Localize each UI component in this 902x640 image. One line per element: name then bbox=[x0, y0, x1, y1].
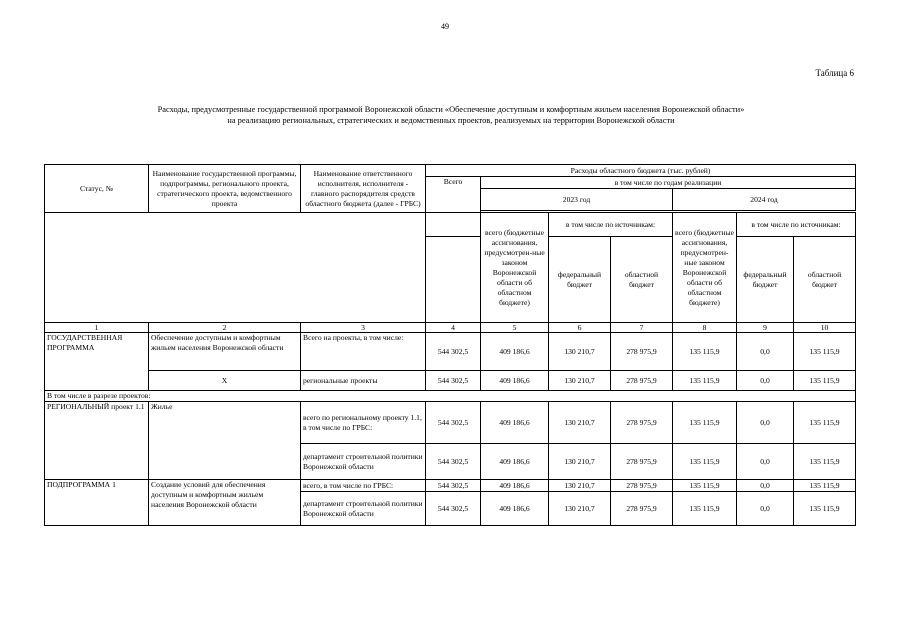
cell-status: ГОСУДАРСТВЕННАЯ ПРОГРАММА bbox=[45, 333, 149, 391]
column-number: 7 bbox=[611, 323, 673, 333]
title-line-1: Расходы, предусмотренные государственной программой Воронежской области «Обеспечение доступным и комфортным жильем населения Воронежской области» bbox=[157, 105, 745, 114]
cell-executor: департамент строительной политики Воронежской области bbox=[301, 492, 426, 526]
cell-2024-regional: 135 115,9 bbox=[794, 371, 856, 391]
cell-2023-total: 409 186,6 bbox=[481, 492, 549, 526]
cell-2023-federal: 130 210,7 bbox=[549, 371, 611, 391]
cell-status: ПОДПРОГРАММА 1 bbox=[45, 480, 149, 526]
header-expenses: Расходы областного бюджета (тыс. рублей) bbox=[426, 165, 856, 177]
cell-2023-total: 409 186,6 bbox=[481, 444, 549, 480]
cell-2023-federal: 130 210,7 bbox=[549, 480, 611, 492]
table-row bbox=[45, 333, 856, 371]
cell-name: Х bbox=[149, 371, 301, 391]
cell-2023-federal: 130 210,7 bbox=[549, 333, 611, 371]
cell-name: Жилье bbox=[149, 402, 301, 480]
column-number: 4 bbox=[426, 323, 481, 333]
column-number: 3 bbox=[301, 323, 426, 333]
cell-2024-regional: 135 115,9 bbox=[794, 492, 856, 526]
cell-2023-regional: 278 975,9 bbox=[611, 444, 673, 480]
cell-2024-total: 135 115,9 bbox=[673, 333, 737, 371]
cell-2024-federal: 0,0 bbox=[737, 492, 794, 526]
cell-2023-regional: 278 975,9 bbox=[611, 333, 673, 371]
page-number: 49 bbox=[441, 22, 449, 31]
column-number: 6 bbox=[549, 323, 611, 333]
cell-2024-total: 135 115,9 bbox=[673, 402, 737, 444]
column-number: 8 bbox=[673, 323, 737, 333]
header-2023-total: всего (бюджетные ассигнования, предусмотрен-ные законом Воронежской области об областном бюджете) bbox=[481, 213, 549, 323]
cell-2024-federal: 0,0 bbox=[737, 444, 794, 480]
table-label: Таблица 6 bbox=[815, 68, 854, 78]
cell-total: 544 302,5 bbox=[426, 492, 481, 526]
cell-2024-total: 135 115,9 bbox=[673, 444, 737, 480]
cell-2023-regional: 278 975,9 bbox=[611, 402, 673, 444]
header-2024-federal: федеральный бюджет bbox=[737, 237, 794, 323]
cell-total: 544 302,5 bbox=[426, 371, 481, 391]
cell-name: Создание условий для обеспечения доступным и комфортным жильем населения Воронежской области bbox=[149, 480, 301, 526]
cell-2023-total: 409 186,6 bbox=[481, 333, 549, 371]
section-row bbox=[45, 391, 856, 402]
header-year-2024: 2024 год bbox=[673, 189, 856, 211]
cell-executor: всего по региональному проекту 1.1, в том числе по ГРБС: bbox=[301, 402, 426, 444]
cell-total: 544 302,5 bbox=[426, 444, 481, 480]
cell-2023-federal: 130 210,7 bbox=[549, 492, 611, 526]
column-number: 1 bbox=[45, 323, 149, 333]
table-row bbox=[45, 371, 856, 391]
header-2024-regional: областной бюджет bbox=[794, 237, 856, 323]
header-2024-by-sources: в том числе по источникам: bbox=[737, 213, 856, 237]
table-row bbox=[45, 480, 856, 492]
cell-name: Обеспечение доступным и комфортным жильем населения Воронежской области bbox=[149, 333, 301, 371]
expenses-table bbox=[44, 164, 856, 526]
table-row bbox=[45, 402, 856, 444]
column-number: 10 bbox=[794, 323, 856, 333]
column-number: 2 bbox=[149, 323, 301, 333]
cell-2023-regional: 278 975,9 bbox=[611, 371, 673, 391]
title-line-2: на реализацию региональных, стратегических и ведомственных проектов, реализуемых на территории Воронежской области bbox=[227, 116, 675, 125]
column-numbers-row bbox=[45, 323, 856, 333]
cell-2023-total: 409 186,6 bbox=[481, 371, 549, 391]
cell-total: 544 302,5 bbox=[426, 402, 481, 444]
cell-2023-regional: 278 975,9 bbox=[611, 492, 673, 526]
cell-2024-total: 135 115,9 bbox=[673, 492, 737, 526]
cell-2024-regional: 135 115,9 bbox=[794, 402, 856, 444]
header-2024-total: всего (бюджетные ассигнования, предусмотрен-ные законом Воронежской области об областном бюджете) bbox=[673, 213, 737, 323]
cell-executor: департамент строительной политики Воронежской области bbox=[301, 444, 426, 480]
cell-2024-regional: 135 115,9 bbox=[794, 333, 856, 371]
cell-status: РЕГИОНАЛЬНЫЙ проект 1.1 bbox=[45, 402, 149, 480]
section-label: В том числе в разрезе проектов: bbox=[45, 391, 856, 402]
cell-2023-federal: 130 210,7 bbox=[549, 444, 611, 480]
column-number: 9 bbox=[737, 323, 794, 333]
document-title bbox=[80, 104, 822, 126]
header-executor: Наименование ответственного исполнителя, исполнителя - главного распорядителя средств областного бюджета (далее - ГРБС) bbox=[301, 165, 426, 213]
header-2023-regional: областной бюджет bbox=[611, 237, 673, 323]
cell-2024-federal: 0,0 bbox=[737, 371, 794, 391]
cell-2024-total: 135 115,9 bbox=[673, 480, 737, 492]
cell-executor: всего, в том числе по ГРБС: bbox=[301, 480, 426, 492]
header-status: Статус, № bbox=[45, 165, 149, 213]
cell-2023-total: 409 186,6 bbox=[481, 480, 549, 492]
cell-2024-total: 135 115,9 bbox=[673, 371, 737, 391]
cell-executor: Всего на проекты, в том числе: bbox=[301, 333, 426, 371]
cell-2023-total: 409 186,6 bbox=[481, 402, 549, 444]
cell-2023-federal: 130 210,7 bbox=[549, 402, 611, 444]
column-number: 5 bbox=[481, 323, 549, 333]
header-2023-federal: федеральный бюджет bbox=[549, 237, 611, 323]
cell-2024-federal: 0,0 bbox=[737, 333, 794, 371]
cell-2023-regional: 278 975,9 bbox=[611, 480, 673, 492]
cell-total: 544 302,5 bbox=[426, 333, 481, 371]
header-total: Всего bbox=[426, 177, 481, 213]
header-2023-by-sources: в том числе по источникам: bbox=[549, 213, 673, 237]
cell-executor: региональные проекты bbox=[301, 371, 426, 391]
cell-2024-federal: 0,0 bbox=[737, 480, 794, 492]
cell-2024-regional: 135 115,9 bbox=[794, 444, 856, 480]
cell-total: 544 302,5 bbox=[426, 480, 481, 492]
cell-2024-regional: 135 115,9 bbox=[794, 480, 856, 492]
header-year-2023: 2023 год bbox=[481, 189, 673, 211]
header-by-years: в том числе по годам реализации bbox=[481, 177, 856, 189]
header-program-name: Наименование государственной программы, подпрограммы, регионального проекта, стратегического проекта, ведомственного проекта bbox=[149, 165, 301, 213]
cell-2024-federal: 0,0 bbox=[737, 402, 794, 444]
